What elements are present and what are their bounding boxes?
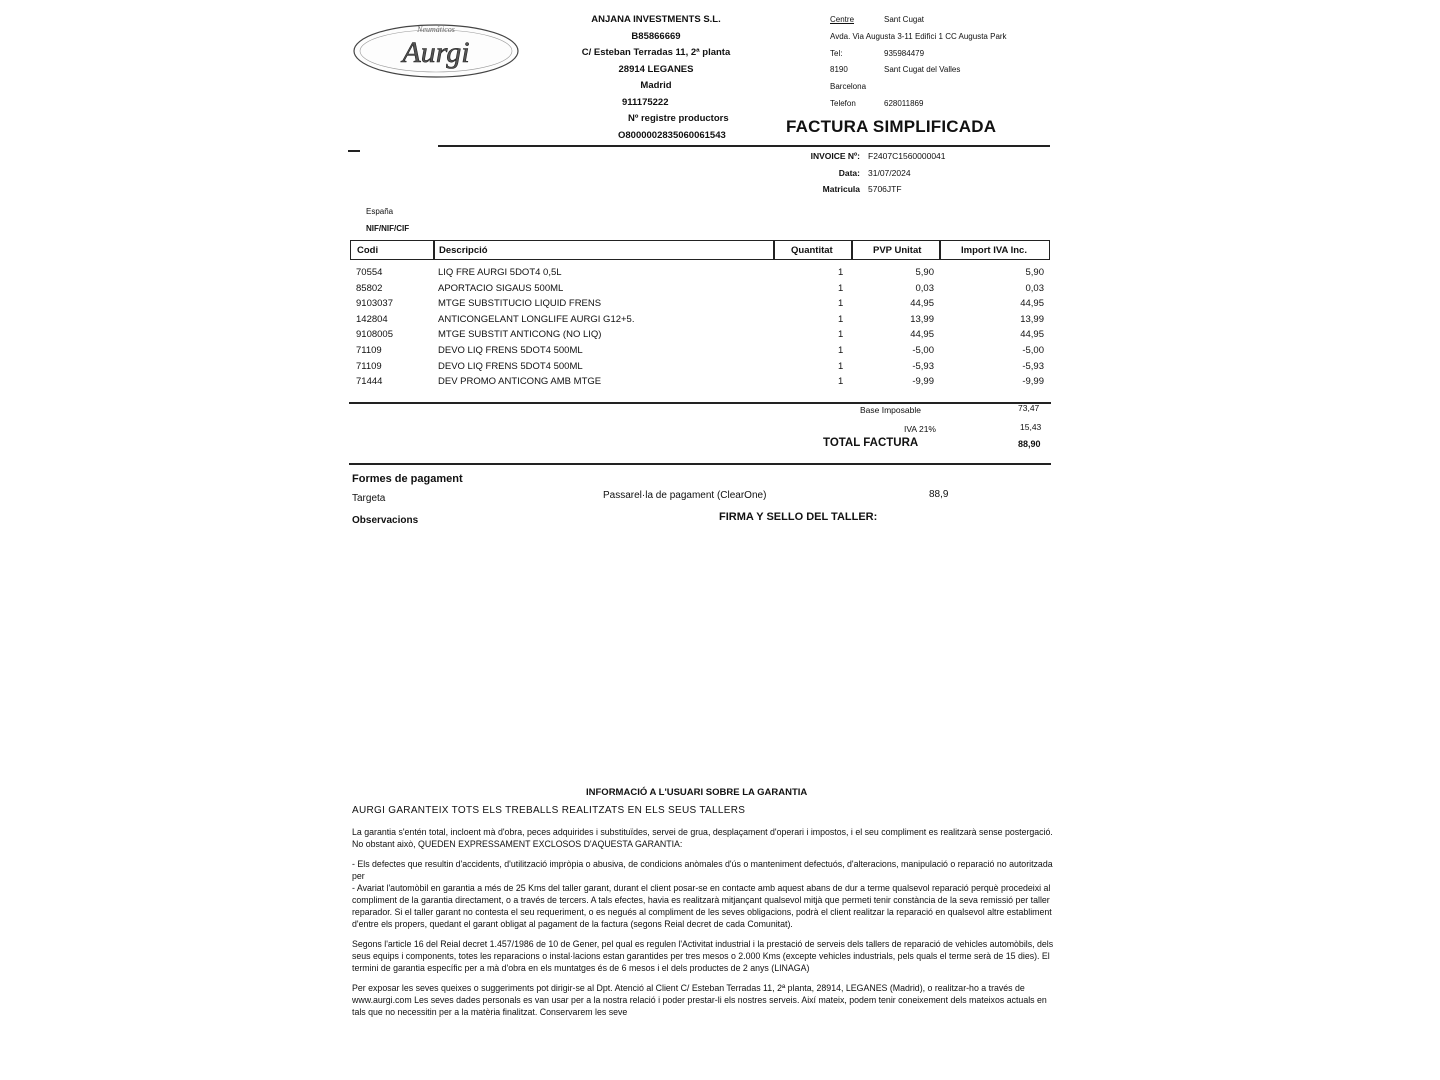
payment-gateway: Passarel·la de pagament (ClearOne) (603, 490, 767, 501)
document-title: FACTURA SIMPLIFICADA (786, 117, 997, 136)
logo-top-word: Neumáticos (417, 25, 455, 34)
logo-brand: Aurgi (402, 36, 470, 69)
row-code: 71109 (356, 360, 382, 372)
company-registry-number: O8000002835060061543 (618, 129, 726, 141)
row-amount: 44,95 (1020, 298, 1044, 310)
table-header (350, 240, 1050, 260)
payment-method: Targeta (352, 493, 386, 504)
invoice-plate: 5706JTF (868, 184, 902, 194)
center-row: Avda. Via Augusta 3-11 Edifici 1 CC Augusta Park (830, 31, 1007, 41)
header-code: Codi (357, 245, 379, 256)
table-row (350, 313, 1050, 329)
base-value: 73,47 (1018, 403, 1040, 413)
warranty-subtitle: AURGI GARANTEIX TOTS ELS TREBALLS REALITZATS EN ELS SEUS TALLERS (352, 805, 746, 816)
customer-country: España (366, 207, 394, 216)
center-row: Centre Sant Cugat (830, 15, 925, 24)
center-row: Telefon 628011869 (830, 98, 924, 108)
vat-value: 15,43 (1020, 422, 1042, 432)
row-code: 142804 (356, 313, 388, 325)
row-quantity: 1 (838, 376, 844, 388)
row-unit-price: -5,00 (912, 344, 934, 356)
company-street: C/ Esteban Terradas 11, 2ª planta (581, 47, 731, 58)
invoice-date-label: Data: (838, 167, 860, 178)
row-description: DEVO LIQ FRENS 5DOT4 500ML (438, 344, 583, 356)
company-name: ANJANA INVESTMENTS S.L. (591, 14, 721, 25)
payment-title: Formes de pagament (352, 473, 463, 485)
invoice-number-label: INVOICE Nº: (810, 151, 860, 161)
row-amount: 5,90 (1025, 267, 1044, 278)
row-description: ANTICONGELANT LONGLIFE AURGI G12+5. (438, 313, 635, 325)
row-amount: 44,95 (1020, 329, 1044, 341)
warranty-paragraph: Segons l'article 16 del Reial decret 1.457/1986 de 10 de Gener, pel qual es regulen l'Activitat industrial i la prestació de serveis dels tallers de reparació de vehicles automòbils, dels seus equips i components, totes les reparacions o instal·lacions estan garantides per tres mesos o 2.000 Kms (excepte vehicles industrials, pels quals el terme serà de 15 dies). El termini de garantia específic per a mà d'obra en els muntatges és de 6 mesos i el dels productes de 2 anys (LINAGA) (352, 939, 1054, 973)
company-block (556, 12, 756, 144)
row-unit-price: 5,90 (915, 267, 934, 278)
row-code: 71109 (356, 344, 382, 356)
center-row: Barcelona (830, 82, 867, 92)
table-row (350, 328, 1050, 344)
company-postcode-city: 28914 LEGANES (618, 63, 694, 75)
table-row (350, 360, 1050, 376)
warranty-exclusion: - Els defectes que resultin d'accidents, d'utilització impròpia o abusiva, de condicions anòmales d'ús o manteniment defectuós, d'alteracions, manipulació o reparació no autoritzada per (352, 859, 1053, 881)
invoice-plate-label: Matricula (822, 184, 860, 194)
row-quantity: 1 (838, 344, 844, 356)
row-code: 71444 (356, 376, 383, 388)
row-unit-price: 44,95 (910, 329, 934, 341)
row-description: APORTACIO SIGAUS 500ML (438, 282, 564, 294)
customer-nif-label: NIF/NIF/CIF (366, 224, 410, 233)
row-amount: -5,93 (1022, 360, 1044, 372)
row-unit-price: 13,99 (910, 313, 934, 325)
row-description: MTGE SUBSTITUCIO LIQUID FRENS (438, 298, 602, 310)
table-row (350, 344, 1050, 360)
row-code: 70554 (356, 267, 383, 278)
warranty-title: INFORMACIÓ A L'USUARI SOBRE LA GARANTIA (586, 787, 808, 798)
customer-block (366, 203, 409, 237)
invoice-date: 31/07/2024 (868, 167, 911, 178)
total-value: 88,90 (1018, 439, 1041, 449)
table-row (350, 266, 1050, 282)
warranty-paragraph: La garantia s'entén total, incloent mà d'obra, peces adquirides i substituïdes, servei de grua, desplaçament d'operari i impostos, i el seu compliment es realitzarà sense postergació. No obstant això, QUEDEN EXPRESSAMENT EXCLOSOS D'AQUESTA GARANTIA: (352, 827, 1053, 849)
divider (348, 150, 360, 152)
company-phone: 911175222 (622, 96, 669, 108)
row-quantity: 1 (838, 360, 844, 372)
row-unit-price: 0,03 (915, 282, 934, 294)
invoice-meta (800, 148, 946, 198)
row-description: DEVO LIQ FRENS 5DOT4 500ML (438, 360, 583, 372)
row-description: DEV PROMO ANTICONG AMB MTGE (438, 376, 602, 388)
header-quantity: Quantitat (791, 245, 833, 256)
center-row: 8190 Sant Cugat del Valles (830, 65, 961, 75)
row-code: 9108005 (356, 329, 393, 341)
row-code: 85802 (356, 282, 383, 294)
header-amount: Import IVA Inc. (961, 245, 1027, 256)
header-unit-price: PVP Unitat (873, 245, 922, 256)
company-cif: B85866669 (631, 30, 681, 42)
row-unit-price: 44,95 (910, 298, 934, 310)
items-table (350, 240, 1050, 391)
row-amount: 13,99 (1020, 313, 1044, 325)
aurgi-logo (352, 18, 520, 80)
row-unit-price: -9,99 (912, 376, 934, 388)
row-description: MTGE SUBSTIT ANTICONG (NO LIQ) (438, 329, 602, 341)
observations-label: Observacions (352, 515, 419, 526)
row-quantity: 1 (838, 282, 844, 294)
vat-label: IVA 21% (904, 424, 936, 434)
table-row (350, 282, 1050, 298)
warranty-text (352, 826, 1054, 1026)
divider (349, 402, 1051, 404)
row-quantity: 1 (838, 298, 844, 310)
row-quantity: 1 (838, 267, 844, 278)
table-row (350, 375, 1050, 391)
signature-label: FIRMA Y SELLO DEL TALLER: (719, 511, 878, 523)
row-unit-price: -5,93 (912, 360, 934, 372)
row-amount: -9,99 (1022, 376, 1044, 388)
row-quantity: 1 (838, 329, 844, 341)
company-province: Madrid (640, 80, 672, 91)
center-row: Tel: 935984479 (830, 48, 925, 58)
items-body (350, 260, 1050, 391)
warranty-exclusion: - Avariat l'automòbil en garantia a més de 25 Kms del taller garant, durant el client posar-se en contacte amb aquest abans de dur a terme qualsevol reparació perquè procedeixi al compliment de la garantia directament, o a través de tercers. A tals efectes, havia es realitzarà mitjançant qualsevol mitjà que permeti tenir constància de la seva remissió per taller reparador. Si el taller garant no contesta el seu requeriment, o es negués al compliment de les seves obligacions, podrà el client realitzar la reparació en qualsevol altre establiment d'entre els propers, quedant el garant obligat al pagament de la factura (segons Reial decret de cada Comunitat). (352, 883, 1052, 929)
warranty-paragraph: Per exposar les seves queixes o suggeriments pot dirigir-se al Dpt. Atenció al Client C/ Esteban Terradas 11, 2ª planta, 28914, LEGANES (Madrid), o realitzar-ho a través de www.aurgi.com Les seves dades personals es van usar per a la nostra relació i poder prestar-li els nostres serveis. Així mateix, podem tenir coneixement dels mateixos actuals en tals que no necessitin per a la matèria finalitzat. Conservarem les seve (352, 983, 1047, 1017)
header-description: Descripció (439, 245, 488, 256)
divider (349, 463, 1051, 465)
total-label: TOTAL FACTURA (823, 437, 919, 449)
table-row (350, 297, 1050, 313)
row-code: 9103037 (356, 298, 393, 310)
row-amount: -5,00 (1022, 344, 1044, 356)
payment-amount: 88,9 (929, 489, 949, 500)
invoice-number: F2407C1560000041 (868, 151, 946, 161)
divider (438, 145, 1050, 147)
center-info (830, 12, 1007, 113)
row-description: LIQ FRE AURGI 5DOT4 0,5L (438, 267, 562, 278)
row-quantity: 1 (838, 313, 844, 325)
base-label: Base Imposable (860, 405, 921, 415)
row-amount: 0,03 (1025, 282, 1044, 294)
company-registry-label: Nº registre productors (628, 113, 729, 124)
